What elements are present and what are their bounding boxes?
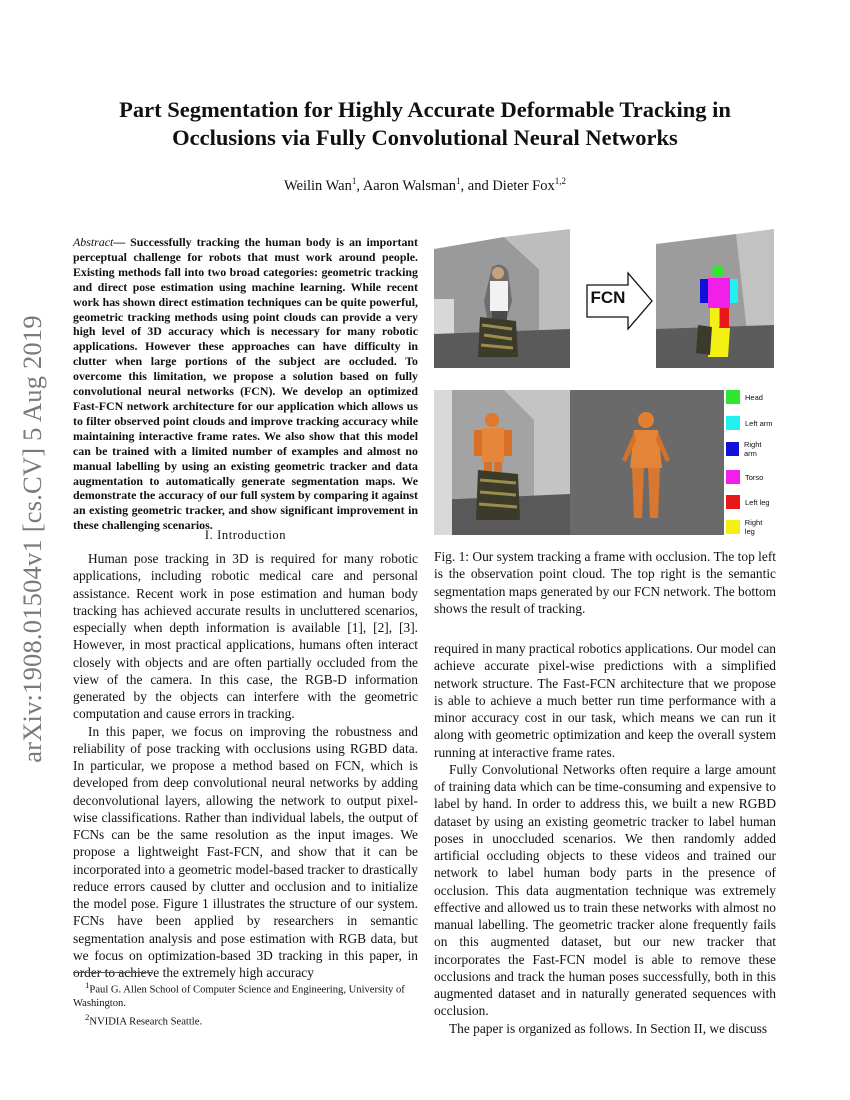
legend-swatch — [726, 470, 740, 484]
section-heading: I. Introduction — [204, 528, 287, 542]
paragraph: Human pose tracking in 3D is required for many robotic applications, including robotic medical care and personal assistance. Recent work in pose estimation and human body tracking has achieved accurate results in uncluttered scenarios, especially when depth information is available [1], [2], [3]. However, in most practical applications, humans often interact closely with objects and are often partially occluded from the view of the camera. In this case, the RGB-D information generated by the objects can interfere with the geometric computation and cause errors in tracking. — [73, 551, 418, 722]
legend-item-right-arm — [726, 441, 774, 457]
author-name: Weilin Wan — [283, 177, 352, 194]
figure-caption: Fig. 1: Our system tracking a frame with occlusion. The top left is the observation point cloud. The top right is the semantic segmentation maps generated by our FCN network. The bottom shows the result of tracking. — [434, 549, 776, 616]
footnote — [73, 979, 418, 1011]
legend-swatch — [726, 390, 740, 404]
footnotes — [73, 979, 418, 1029]
legend-label: Right arm — [743, 440, 762, 458]
footnote-text: NVIDIA Research Seattle. — [89, 1016, 203, 1028]
paragraph: required in many practical robotics applications. Our model can achieve accurate pixel-wise predictions with a simplified network structure. The Fast-FCN architecture that we propose is able to achieve a much better run time performance with a minor accuracy cost in our task, which means we can run it along with geometric optimization and keep the overall system running at interactive frame rates. — [434, 641, 776, 760]
intro-body — [73, 550, 418, 981]
author-affiliation: 1 — [351, 176, 357, 186]
legend-item-head — [726, 389, 763, 405]
author-affiliation: 1,2 — [554, 176, 566, 186]
paragraph: Fully Convolutional Networks often require a large amount of training data which can be time-consuming and expensive to label by hand. In order to address this, we built a new RGBD dataset by using an existing geometric tracker to label human poses in unoccluded scenarios. We then randomly added artificial occluding objects to these videos and trained our network to label human body parts in the presence of occlusion. This data augmentation technique was extremely effective and allowed us to train these networks with almost no manual labelling. The geometric tracker alone frequently fails on this augmented dataset, but our new tracker that incorporates the Fast-FCN model is able to remove these occlusions and track the human poses successfully, both in this augmented dataset and in naturally generated sequences with occlusion. — [434, 761, 776, 1019]
rendered-model-image — [570, 390, 724, 535]
segmentation-map-image — [656, 229, 774, 368]
abstract-text: — Successfully tracking the human body is an important perceptual challenge for robots that must work around people. Existing methods fall into two broad categories: geometric tracking and direct pose estimation using machine learning. While recent work has shown direct estimation techniques can be quite powerful, geometric tracking methods using point clouds can provide a very high level of 3D accuracy which is necessary for many robotic applications. However these approaches can have difficulty in clutter when large portions of the subject are occluded. To overcome this limitation, we propose a solution based on fully convolutional neural networks (FCN). We develop an optimized Fast-FCN network architecture for our application which allows us to filter observed point clouds and improve tracking accuracy while maintaining interactive frame rates. We also show that this model can be trained with a limited number of examples and almost no manual labelling by using an existing geometric tracker and data augmentation to automatically generate segmentation maps. We demonstrate the accuracy of our full system by comparing it against an existing geometric tracker, and show significant improvement in these challenging scenarios. — [73, 235, 418, 533]
legend-item-left-arm — [726, 415, 773, 431]
paragraph: In this paper, we focus on improving the robustness and reliability of pose tracking with occlusions using RGBD data. In particular, we propose a method based on FCN, which is developed from deep convolutional neural networks by adding deconvolutional layers, allowing the network to output pixel-wise classifications. Rather than individual labels, the output of FCNs can be the same resolution as the input images. We propose a lightweight Fast-FCN, and show that it can be incorporated into a geometric model-based tracker to drastically reduce errors caused by clutter and occlusion and to initialize the model pose. Figure 1 illustrates the structure of our system. FCNs have been applied by researchers in semantic segmentation analysis and pose estimation with RGB data, but we focus on optimization-based 3D tracking in this paper, in order to achieve the extremely high accuracy — [73, 723, 418, 980]
paper-title — [90, 96, 760, 152]
abstract-label: Abstract — [73, 235, 114, 249]
observation-point-cloud-image — [434, 229, 570, 368]
arxiv-identifier: arXiv:1908.01504v1 [cs.CV] 5 Aug 2019 — [17, 315, 47, 763]
legend-label: Left arm — [745, 418, 773, 428]
abstract — [73, 235, 418, 533]
legend-label: Head — [745, 392, 763, 402]
footnote-mark: 1 — [85, 980, 90, 990]
footnote — [73, 1011, 418, 1029]
legend-swatch — [726, 495, 740, 509]
author-name: Dieter Fox — [492, 177, 555, 194]
fcn-label: FCN — [590, 288, 626, 307]
legend-label: Torso — [745, 472, 764, 482]
legend-label: Right leg — [744, 518, 763, 536]
legend-swatch — [726, 520, 740, 534]
footnote-text: Paul G. Allen School of Computer Science and Engineering, University of Washington. — [73, 984, 405, 1010]
author-list — [150, 176, 700, 195]
tracking-result-image — [434, 390, 570, 535]
segmentation-legend — [726, 389, 774, 535]
title-line-1: Part Segmentation for Highly Accurate Deformable Tracking in — [119, 97, 731, 122]
author-separator: , and — [460, 177, 493, 194]
figure-1 — [434, 229, 774, 535]
author-affiliation: 1 — [456, 176, 461, 186]
legend-item-right-leg — [726, 519, 774, 535]
right-column-body — [434, 640, 776, 1037]
legend-label: Left leg — [745, 497, 770, 507]
legend-item-left-leg — [726, 494, 770, 510]
legend-item-torso — [726, 469, 763, 485]
title-line-2: Occlusions via Fully Convolutional Neural Networks — [172, 125, 678, 150]
paragraph: The paper is organized as follows. In Section II, we discuss — [449, 1020, 768, 1036]
author-name: Aaron Walsman — [362, 177, 457, 194]
footnote-rule — [73, 972, 153, 973]
footnote-mark: 2 — [85, 1011, 90, 1022]
legend-swatch — [726, 416, 740, 430]
author-separator: , — [356, 177, 363, 194]
legend-swatch — [726, 442, 739, 456]
